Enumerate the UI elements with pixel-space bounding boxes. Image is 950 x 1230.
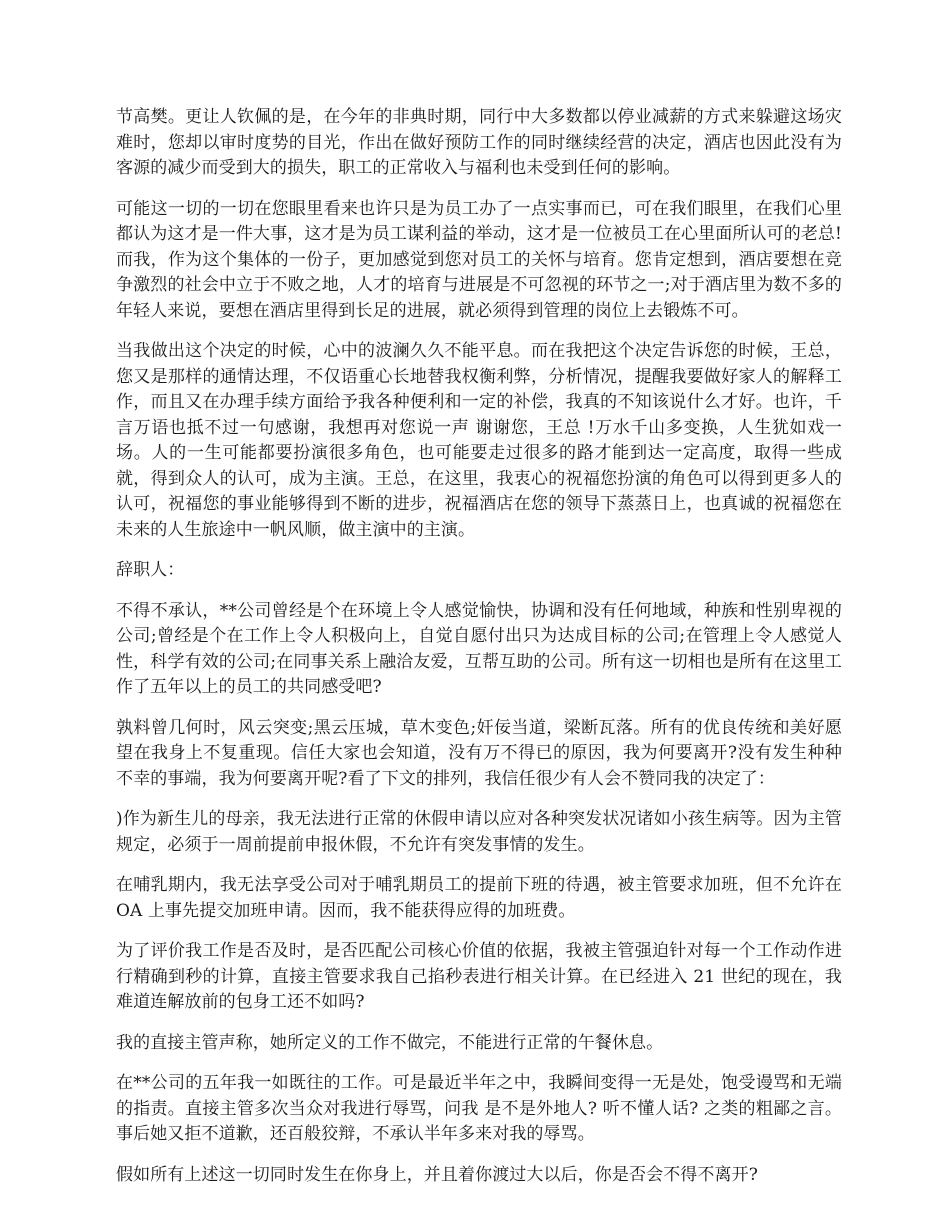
paragraph-nursing-period: 在哺乳期内，我无法享受公司对于哺乳期员工的提前下班的待遇，被主管要求加班，但不允许在 OA 上事先提交加班申请。因而，我不能获得应得的加班费。 [116, 875, 842, 921]
paragraph-hotel-achievement: 节高樊。更让人钦佩的是，在今年的非典时期，同行中大多数都以停业减薪的方式来躲避这场灾难时，您却以审时度势的目光，作出在做好预防工作的同时继续经营的决定，酒店也因此没有为客源的减少而受到大的损失，职工的正常收入与福利也未受到任何的影响。 [116, 107, 842, 178]
paragraph-staff-care: 可能这一切的一切在您眼里看来也许只是为员工办了一点实事而已，可在我们眼里，在我们心里都认为这才是一件大事，这才是为员工谋利益的举动，这才是一位被员工在心里面所认可的老总!而我，作为这个集体的一份子，更加感觉到您对员工的关怀与培育。您肯定想到，酒店要想在竞争激烈的社会中立于不败之地，人才的培育与进展是不可忽视的环节之一;对于酒店里为数不多的年轻人来说，要想在酒店里得到长足的进展，就必须得到管理的岗位上去锻炼不可。 [116, 198, 842, 321]
paragraph-verbal-abuse: 在**公司的五年我一如既往的工作。可是最近半年之中，我瞬间变得一无是处，饱受谩骂和无端的指责。直接主管多次当众对我进行辱骂，问我 是不是外地人? 听不懂人话? 之类的粗鄙之言。事后她又拒不道歉，还百般狡辩，不承认半年多来对我的辱骂。 [116, 1073, 842, 1144]
paragraph-company-past: 不得不承认，**公司曾经是个在环境上令人感觉愉快，协调和没有任何地域，种族和性别卑视的公司;曾经是个在工作上令人积极向上，自觉自愿付出只为达成目标的公司;在管理上令人感觉人性，科学有效的公司;在同事关系上融洽友爱，互帮互助的公司。所有这一切相也是所有在这里工作了五年以上的员工的共同感受吧? [116, 600, 842, 697]
paragraph-lunch-break: 我的直接主管声称，她所定义的工作不做完，不能进行正常的午餐休息。 [116, 1032, 664, 1053]
paragraph-leave-issue: )作为新生儿的母亲，我无法进行正常的休假申请以应对各种突发状况诸如小孩生病等。因为主管规定，必须于一周前提前申报休假，不允许有突发事情的发生。 [116, 809, 842, 855]
signature-label: 辞职人： [116, 560, 185, 580]
paragraph-closing-question: 假如所有上述这一切同时发生在你身上，并且着你渡过大以后，你是否会不得不离开? [116, 1164, 758, 1185]
paragraph-timing-work: 为了评价我工作是否及时，是否匹配公司核心价值的依据，我被主管强迫针对每一个工作动作进行精确到秒的计算，直接主管要求我自己掐秒表进行相关计算。在已经进入 21 世纪的现在，我难道连解放前的包身工还不如吗? [116, 941, 842, 1012]
document-body [116, 105, 842, 1203]
paragraph-gratitude: 当我做出这个决定的时候，心中的波澜久久不能平息。而在我把这个决定告诉您的时候，王总，您又是那样的通情达理，不仅语重心长地替我权衡利弊，分析情况，提醒我要做好家人的解释工作，而且又在办理手续方面给予我各种便利和一定的补偿，我真的不知该说什么才好。也许，千言万语也抵不过一句感谢，我想再对您说一声 谢谢您，王总 !万水千山多变换，人生犹如戏一场。人的一生可能都要扮演很多角色，也可能要走过很多的路才能到达一定高度，取得一些成就，得到众人的认可，成为主演。王总，在这里，我衷心的祝福您扮演的角色可以得到更多人的认可，祝福您的事业能够得到不断的进步，祝福酒店在您的领导下蒸蒸日上，也真诚的祝福您在未来的人生旅途中一帆风顺，做主演中的主演。 [116, 341, 842, 540]
paragraph-situation-change: 孰料曾几何时，风云突变;黑云压城，草木变色;奸佞当道，梁断瓦落。所有的优良传统和美好愿望在我身上不复重现。信任大家也会知道，没有万不得已的原因，我为何要离开?没有发生种种不幸的事端，我为何要离开呢?看了下文的排列，我信任很少有人会不赞同我的决定了： [116, 717, 842, 789]
